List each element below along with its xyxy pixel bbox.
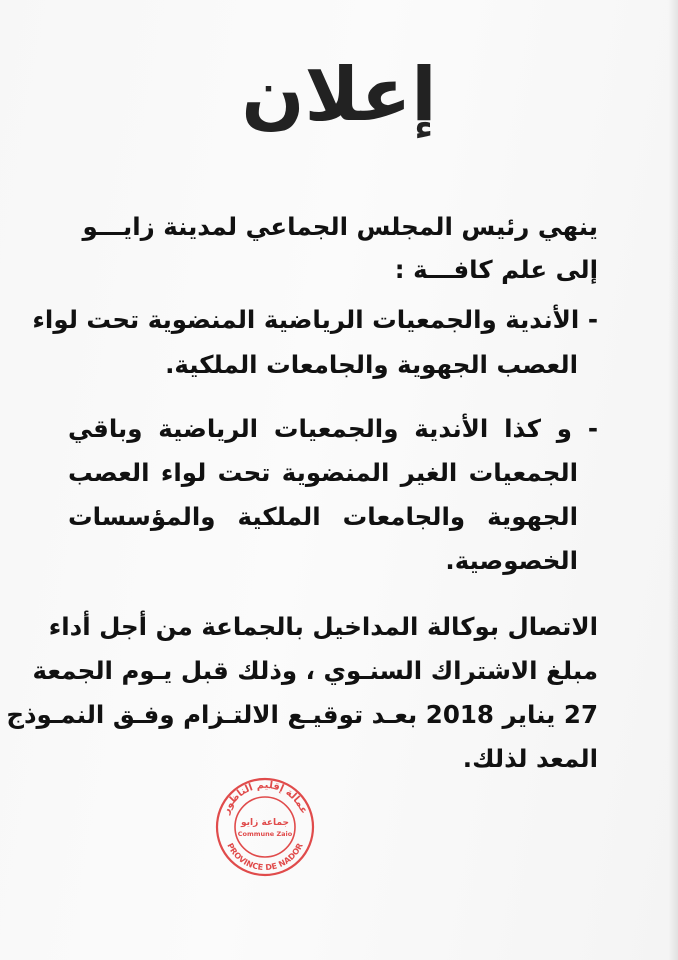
body-line-2: مبلغ الاشتراك السنـوي ، وذلك قبل يـوم الجمعة [32, 656, 598, 685]
list-item-1-line-1: - الأندية والجمعيات الرياضية المنضوية تحت لواء [32, 305, 598, 334]
intro-line-2: إلى علم كافـــة : [394, 255, 598, 284]
commune-stamp [214, 776, 316, 878]
body-line-3: 27 يناير 2018 بعـد توقيـع الالتـزام وفـق النمـوذج [6, 700, 598, 729]
page-title: إعلان [241, 52, 437, 138]
list-item-2-line-2: الجمعيات الغير المنضوية تحت لواء العصب [68, 458, 578, 487]
stamp-outer-arabic: عمالة إقليم الناظور [220, 779, 310, 816]
stamp-inner-latin: Commune Zaio [237, 830, 293, 838]
stamp-outer-latin: PROVINCE DE NADOR [225, 841, 305, 873]
page-edge-shadow [668, 0, 678, 960]
intro-line-1: ينهي رئيس المجلس الجماعي لمدينة زايـــو [82, 212, 598, 241]
list-item-2-line-1: - و كذا الأندية والجمعيات الرياضية وباقي [68, 414, 598, 443]
list-item-2-line-4: الخصوصية. [445, 546, 578, 575]
stamp-inner-arabic: جماعة زايو [241, 818, 289, 828]
list-item-2-line-3: الجهوية والجامعات الملكية والمؤسسات [68, 502, 578, 531]
body-line-1: الاتصال بوكالة المداخيل بالجماعة من أجل أداء [48, 612, 598, 641]
list-item-1-line-2: العصب الجهوية والجامعات الملكية. [165, 350, 578, 379]
body-line-4: المعد لذلك. [462, 744, 598, 773]
